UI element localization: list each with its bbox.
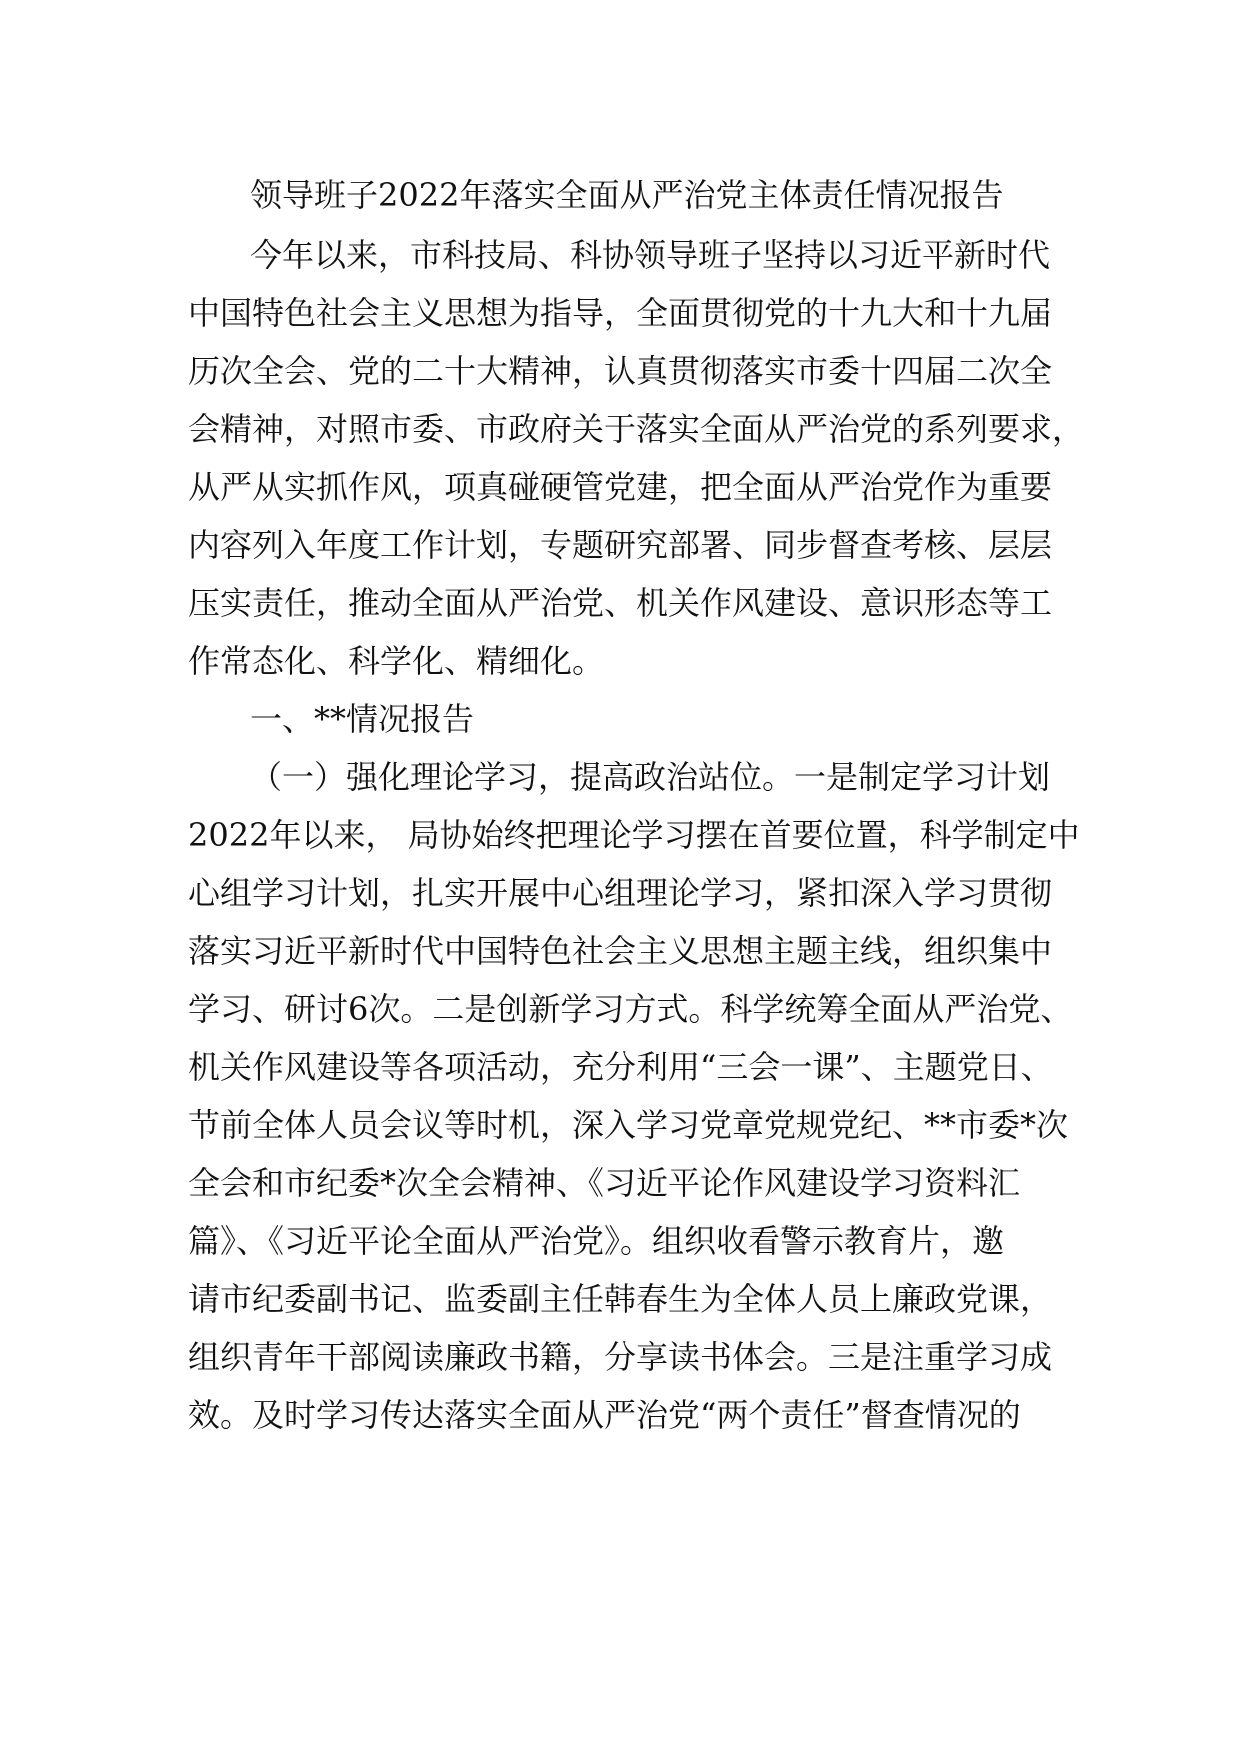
paragraph-line: 从严从实抓作风，项真碰硬管党建，把全面从严治党作为重要 <box>188 468 1053 506</box>
paragraph-line: 压实责任，推动全面从严治党、机关作风建设、意识形态等工 <box>188 584 1053 622</box>
paragraph-line: 历次全会、党的二十大精神，认真贯彻落实市委十四届二次全 <box>188 352 1053 390</box>
paragraph-line: 请市纪委副书记、监委副主任韩春生为全体人员上廉政党课， <box>188 1280 1053 1318</box>
paragraph-line: 组织青年干部阅读廉政书籍，分享读书体会。三是注重学习成 <box>188 1338 1053 1376</box>
paragraph-line: （一）强化理论学习，提高政治站位。一是制定学习计划 <box>250 758 1051 796</box>
paragraph-line: 会精神，对照市委、市政府关于落实全面从严治党的系列要求， <box>188 410 1085 448</box>
paragraph-line: 全会和市纪委*次全会精神、《习近平论作风建设学习资料汇 <box>188 1164 1021 1202</box>
section-heading: 一、**情况报告 <box>250 700 475 738</box>
paragraph-line: 中国特色社会主义思想为指导，全面贯彻党的十九大和十九届 <box>188 294 1053 332</box>
paragraph-line: 2022年以来， 局协始终把理论学习摆在首要位置，科学制定中 <box>188 816 1080 854</box>
paragraph-line: 效。及时学习传达落实全面从严治党“两个责任”督查情况的 <box>188 1396 1021 1434</box>
paragraph-line: 学习、研讨6次。二是创新学习方式。科学统筹全面从严治党、 <box>188 990 1073 1028</box>
paragraph-line: 机关作风建设等各项活动，充分利用“三会一课”、主题党日、 <box>188 1048 1053 1086</box>
paragraph-line: 心组学习计划，扎实开展中心组理论学习，紧扣深入学习贯彻 <box>188 874 1053 912</box>
paragraph-line: 内容列入年度工作计划，专题研究部署、同步督查考核、层层 <box>188 526 1053 564</box>
paragraph-line: 篇》、《习近平论全面从严治党》。组织收看警示教育片，邀 <box>188 1222 1005 1260</box>
paragraph-line: 作常态化、科学化、精细化。 <box>188 642 605 680</box>
paragraph-line: 节前全体人员会议等时机，深入学习党章党规党纪、**市委*次 <box>188 1106 1069 1144</box>
paragraph-line: 今年以来，市科技局、科协领导班子坚持以习近平新时代 <box>250 236 1051 274</box>
paragraph-line: 落实习近平新时代中国特色社会主义思想主题主线，组织集中 <box>188 932 1053 970</box>
document-title: 领导班子2022年落实全面从严治党主体责任情况报告 <box>250 176 1004 214</box>
